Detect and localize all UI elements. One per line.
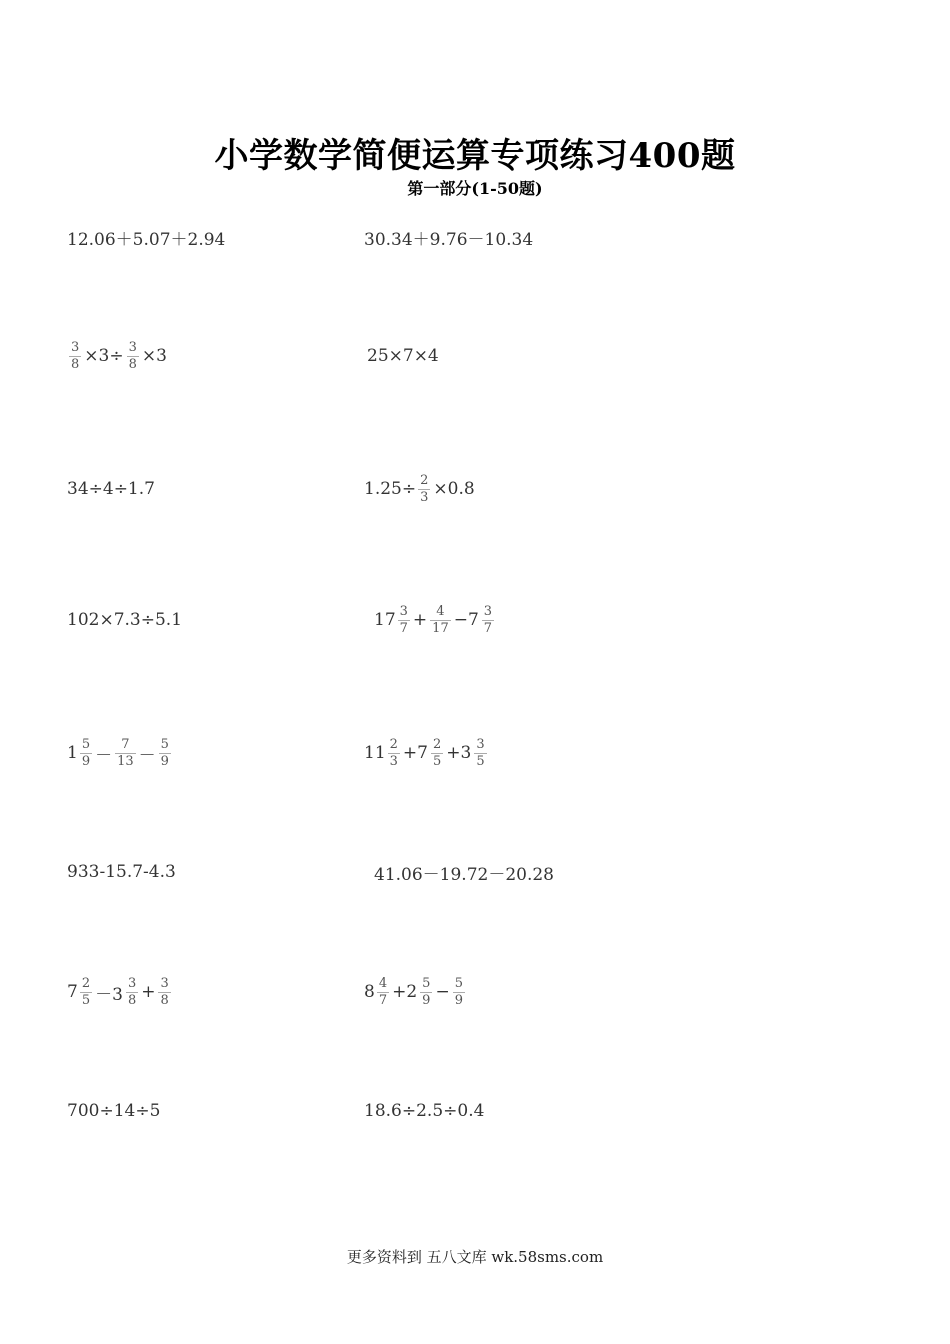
fraction: $\frac{3}{8}$ xyxy=(128,339,137,372)
problem-4: 25×7×4 xyxy=(367,346,439,366)
fraction: $\frac{7}{13}$ xyxy=(117,736,134,769)
page-subtitle: 第一部分(1-50题) xyxy=(407,179,543,198)
problem-15: 700÷14÷5 xyxy=(67,1101,161,1121)
page-title: 小学数学简便运算专项练习400题 xyxy=(214,136,736,176)
problem-10: 11 $\frac{2}{3}$ +7 $\frac{2}{5}$ +3 $\frac{3}{5}$ xyxy=(364,736,485,769)
fraction: $\frac{2}{3}$ xyxy=(420,472,429,505)
fraction: $\frac{2}{5}$ xyxy=(432,736,442,769)
problem-14: 8 $\frac{4}{7}$ +2 $\frac{5}{9}$ − $\frac{5}{9}$ xyxy=(364,975,463,1008)
fraction: $\frac{5}{9}$ xyxy=(454,975,463,1008)
problem-5: 34÷4÷1.7 xyxy=(67,479,155,499)
page-footer: 更多资料到 五八文库 wk.58sms.com xyxy=(346,1248,604,1266)
problem-16: 18.6÷2.5÷0.4 xyxy=(364,1101,485,1121)
fraction: $\frac{3}{5}$ xyxy=(476,736,485,769)
problem-12: 41.06－19.72－20.28 xyxy=(374,864,555,885)
fraction: $\frac{5}{9}$ xyxy=(160,736,169,769)
problem-11: 933-15.7-4.3 xyxy=(67,862,176,882)
fraction: $\frac{2}{5}$ xyxy=(81,975,91,1008)
fraction: $\frac{4}{17}$ xyxy=(432,603,449,636)
problem-6: 1.25÷ $\frac{2}{3}$ ×0.8 xyxy=(364,472,475,505)
fraction: $\frac{2}{3}$ xyxy=(389,736,398,769)
fraction: $\frac{3}{7}$ xyxy=(399,603,408,636)
problem-2: 30.34＋9.76－10.34 xyxy=(364,229,534,250)
problem-8: 17 $\frac{3}{7}$ + $\frac{4}{17}$ −7 $\frac{3}{7}$ xyxy=(374,603,493,636)
fraction: $\frac{5}{9}$ xyxy=(81,736,91,769)
problem-7: 102×7.3÷5.1 xyxy=(67,610,183,630)
fraction: $\frac{3}{8}$ xyxy=(160,975,169,1008)
problem-1: 12.06＋5.07＋2.94 xyxy=(67,229,226,250)
problem-9: 1 $\frac{5}{9}$ － $\frac{7}{13}$ － $\frac{5}{9}$ xyxy=(67,736,169,769)
fraction: $\frac{3}{8}$ xyxy=(127,975,137,1008)
problem-3: $\frac{3}{8}$ ×3÷ $\frac{3}{8}$ ×3 xyxy=(71,339,167,372)
fraction: $\frac{5}{9}$ xyxy=(422,975,431,1008)
fraction: $\frac{4}{7}$ xyxy=(378,975,388,1008)
problem-13: 7 $\frac{2}{5}$ －3 $\frac{3}{8}$ + $\frac{3}{8}$ xyxy=(67,975,169,1008)
fraction: $\frac{3}{8}$ xyxy=(71,339,80,372)
fraction: $\frac{3}{7}$ xyxy=(483,603,493,636)
